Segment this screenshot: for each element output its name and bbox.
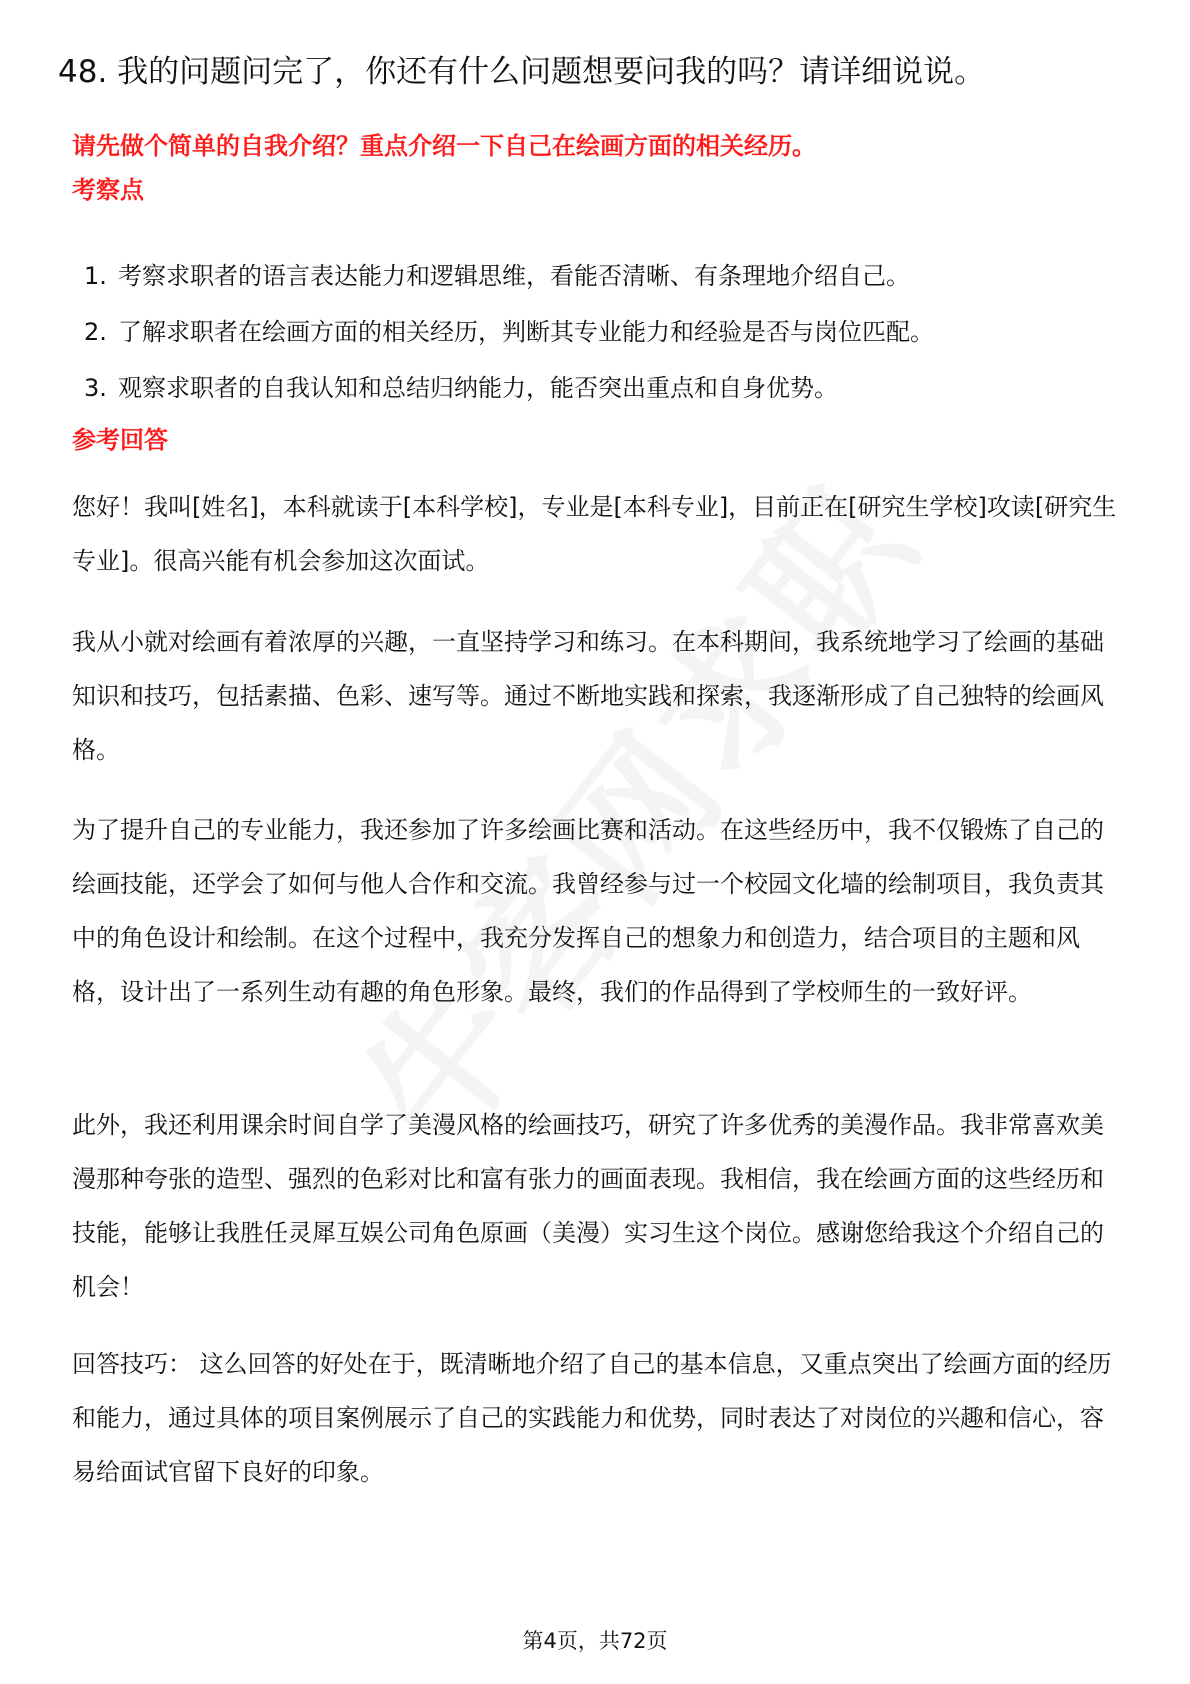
page-number: 第4页，共72页 <box>522 1629 668 1653</box>
exam-points-heading: 考察点 <box>72 176 144 204</box>
answer-paragraph-skills: 此外，我还利用课余时间自学了美漫风格的绘画技巧，研究了许多优秀的美漫作品。我非常喜欢美漫那种夸张的造型、强烈的色彩对比和富有张力的画面表现。我相信，我在绘画方面的这些经历和技能，能够让我胜任灵犀互娱公司角色原画（美漫）实习生这个岗位。感谢您给我这个介绍自己的机会！ <box>72 1111 1104 1301</box>
exam-point-text: 考察求职者的语言表达能力和逻辑思维，看能否清晰、有条理地介绍自己。 <box>118 262 910 290</box>
answer-tips-paragraph: 回答技巧： 这么回答的好处在于，既清晰地介绍了自己的基本信息，又重点突出了绘画方面的经历和能力，通过具体的项目案例展示了自己的实践能力和优势，同时表达了对岗位的兴趣和信心，容易给面试官留下良好的印象。 <box>72 1350 1112 1486</box>
answer-paragraph-interest: 我从小就对绘画有着浓厚的兴趣，一直坚持学习和练习。在本科期间，我系统地学习了绘画的基础知识和技巧，包括素描、色彩、速写等。通过不断地实践和探索，我逐渐形成了自己独特的绘画风格。 <box>72 628 1104 764</box>
exam-point-item <box>84 258 934 294</box>
exam-points-list <box>84 258 934 426</box>
exam-point-number: 3. <box>84 374 107 402</box>
exam-point-item <box>84 370 934 406</box>
exam-point-text: 了解求职者在绘画方面的相关经历，判断其专业能力和经验是否与岗位匹配。 <box>118 318 934 346</box>
exam-point-text: 观察求职者的自我认知和总结归纳能力，能否突出重点和自身优势。 <box>118 374 838 402</box>
answer-paragraph-experience: 为了提升自己的专业能力，我还参加了许多绘画比赛和活动。在这些经历中，我不仅锻炼了自己的绘画技能，还学会了如何与他人合作和交流。我曾经参与过一个校园文化墙的绘制项目，我负责其中的角色设计和绘制。在这个过程中，我充分发挥自己的想象力和创造力，结合项目的主题和风格，设计出了一系列生动有趣的角色形象。最终，我们的作品得到了学校师生的一致好评。 <box>72 816 1104 1006</box>
exam-point-number: 2. <box>84 318 107 346</box>
answer-paragraph-intro: 您好！我叫[姓名]，本科就读于[本科学校]，专业是[本科专业]，目前正在[研究生学校]攻读[研究生专业]。很高兴能有机会参加这次面试。 <box>72 493 1117 575</box>
sub-question: 请先做个简单的自我介绍？重点介绍一下自己在绘画方面的相关经历。 <box>72 132 816 160</box>
exam-point-number: 1. <box>84 262 107 290</box>
reference-answer-heading: 参考回答 <box>72 426 168 454</box>
question-title: 48. 我的问题问完了，你还有什么问题想要问我的吗？请详细说说。 <box>58 54 986 90</box>
exam-point-item <box>84 314 934 350</box>
